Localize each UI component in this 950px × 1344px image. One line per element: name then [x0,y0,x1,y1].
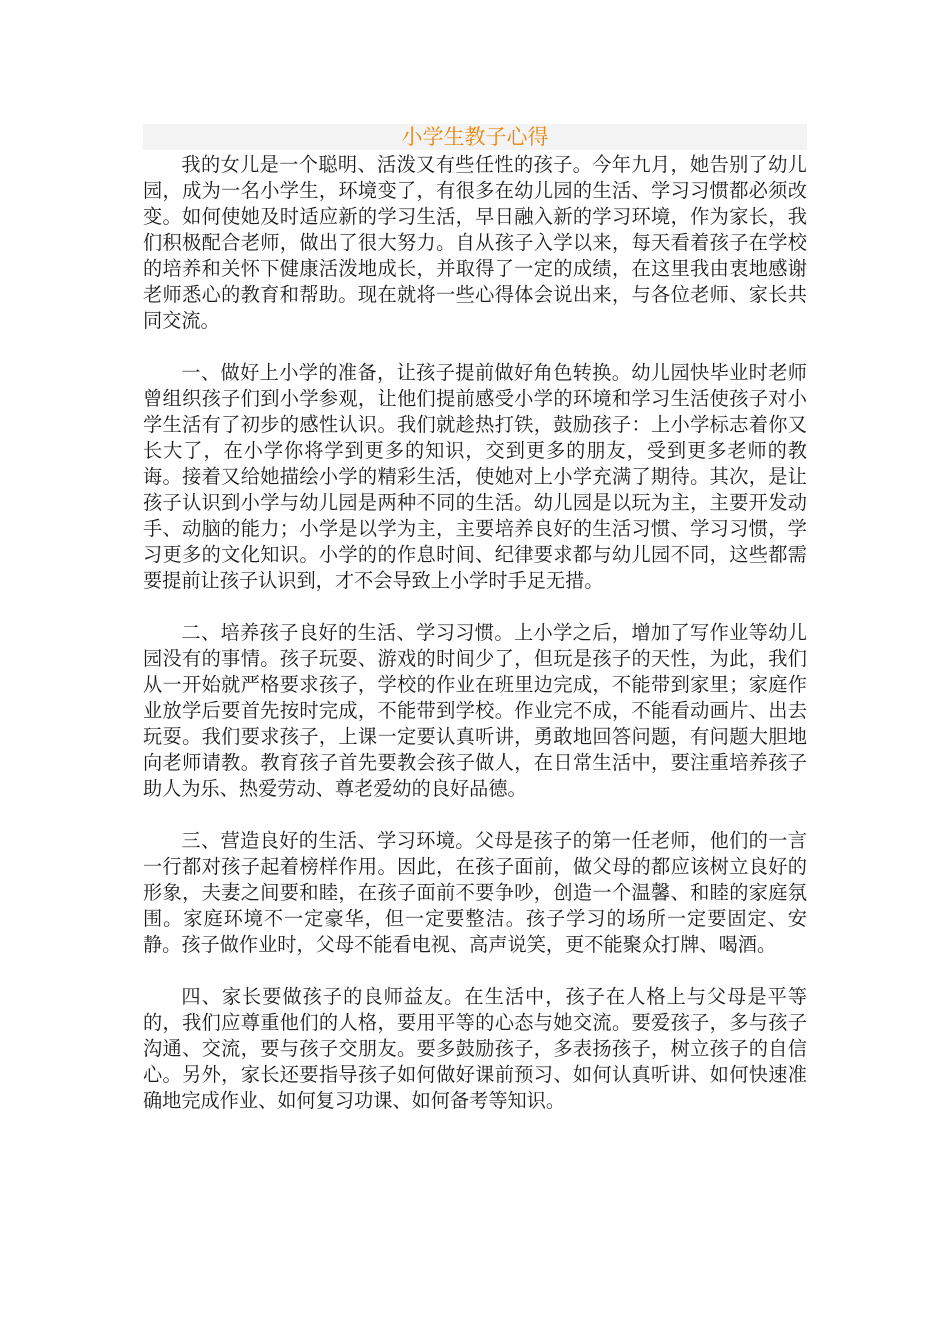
document-title: 小学生教子心得 [401,125,549,149]
title-bar [143,124,807,150]
paragraph-section-2: 二、培养孩子良好的生活、学习习惯。上小学之后，增加了写作业等幼儿园没有的事情。孩子玩耍、游戏的时间少了，但玩是孩子的天性，为此，我们从一开始就严格要求孩子，学校的作业在班里边完成，不能带到家里；家庭作业放学后要首先按时完成，不能带到学校。作业完不成，不能看动画片、出去玩耍。我们要求孩子，上课一定要认真听讲，勇敢地回答问题，有问题大胆地向老师请教。教育孩子首先要教会孩子做人，在日常生活中，要注重培养孩子助人为乐、热爱劳动、尊老爱幼的良好品德。 [143,621,807,800]
paragraph-section-4: 四、家长要做孩子的良师益友。在生活中，孩子在人格上与父母是平等的，我们应尊重他们的人格，要用平等的心态与她交流。要爱孩子，多与孩子沟通、交流，要与孩子交朋友。要多鼓励孩子，多表扬孩子，树立孩子的自信心。另外，家长还要指导孩子如何做好课前预习、如何认真听讲、如何快速准确地完成作业、如何复习功课、如何备考等知识。 [143,985,807,1112]
paragraph-intro: 我的女儿是一个聪明、活泼又有些任性的孩子。今年九月，她告别了幼儿园，成为一名小学生，环境变了，有很多在幼儿园的生活、学习习惯都必须改变。如何使她及时适应新的学习生活，早日融入新的学习环境，作为家长，我们积极配合老师，做出了很大努力。自从孩子入学以来，每天看着孩子在学校的培养和关怀下健康活泼地成长，并取得了一定的成绩，在这里我由衷地感谢老师悉心的教育和帮助。现在就将一些心得体会说出来，与各位老师、家长共同交流。 [143,153,807,332]
document-page [143,124,807,1140]
paragraph-section-3: 三、营造良好的生活、学习环境。父母是孩子的第一任老师，他们的一言一行都对孩子起着榜样作用。因此，在孩子面前，做父母的都应该树立良好的形象，夫妻之间要和睦，在孩子面前不要争吵，创造一个温馨、和睦的家庭氛围。家庭环境不一定豪华，但一定要整洁。孩子学习的场所一定要固定、安静。孩子做作业时，父母不能看电视、高声说笑，更不能聚众打牌、喝酒。 [143,829,807,956]
paragraph-section-1: 一、做好上小学的准备，让孩子提前做好角色转换。幼儿园快毕业时老师曾组织孩子们到小学参观，让他们提前感受小学的环境和学习生活使孩子对小学生活有了初步的感性认识。我们就趁热打铁，鼓励孩子：上小学标志着你又长大了，在小学你将学到更多的知识，交到更多的朋友，受到更多老师的教诲。接着又给她描绘小学的精彩生活，使她对上小学充满了期待。其次，是让孩子认识到小学与幼儿园是两种不同的生活。幼儿园是以玩为主，主要开发动手、动脑的能力；小学是以学为主，主要培养良好的生活习惯、学习习惯，学习更多的文化知识。小学的的作息时间、纪律要求都与幼儿园不同，这些都需要提前让孩子认识到，才不会导致上小学时手足无措。 [143,361,807,592]
